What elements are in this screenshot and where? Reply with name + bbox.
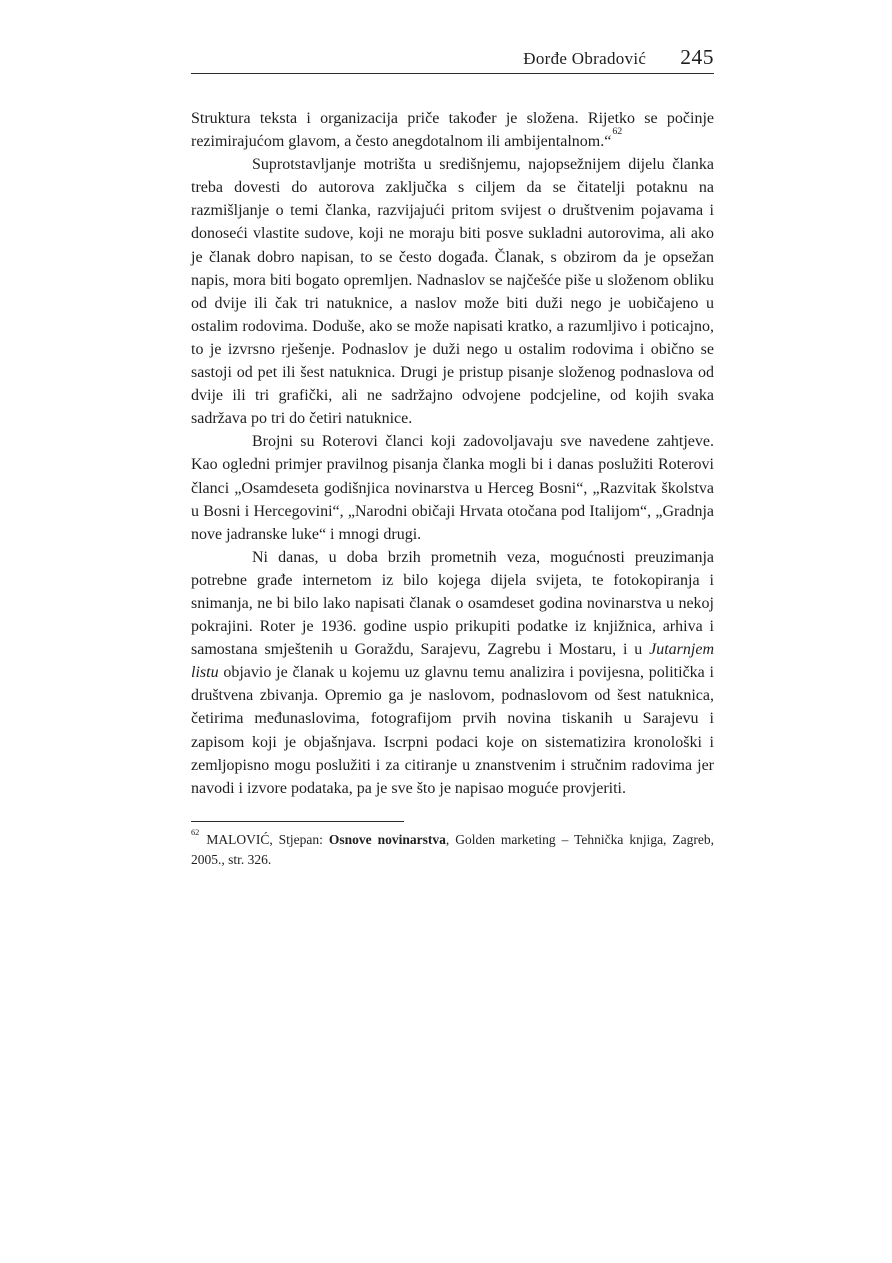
paragraph-suprotstavljanje <box>191 153 714 430</box>
paragraph-text: Brojni su Roterovi članci koji zadovoljavaju sve navedene zahtjeve. Kao ogledni primjer pravilnog pisanja članka mogli bi i danas poslužiti Roterovi članci „Osamdeseta godišnjica novinarstva u Herceg Bosni“, „Razvitak školstva u Bosni i Hercegovini“, „Narodni običaji Hrvata otočana pod Italijom“, „Gradnja nove jadranske luke“ i mnogi drugi. <box>191 433 714 543</box>
running-head-author: Đorđe Obradović <box>523 49 647 68</box>
paragraph-text: Suprotstavljanje motrišta u središnjemu, najopsežnijem dijelu članka treba dovesti do autorova zaključka s ciljem da se čitatelji potaknu na razmišljanje o temi članka, razvijajući pritom svijest o društvenim pojavama i donoseći vlastite sudove, koji ne moraju biti posve sukladni autorovima, ali ako je članak dobro napisan, to se često događa. Članak, s obzirom da je opsežan napis, mora biti bogato opremljen. Nadnaslov se najčešće piše u složenom obliku od dvije ili čak tri natuknice, a naslov može biti duži nego je uobičajeno u ostalim rodovima. Doduše, ako se može napisati kratko, a razumljivo i poticajno, to je izvrsno rješenje. Podnaslov je duži nego u ostalim rodovima i obično se sastoji od pet ili šest natuknica. Drugi je pristup pisanje složenog podnaslova od dvije ili tri grafički, ali ne sadržajno odvojene podcjeline, od kojih svaka sadržava po tri do četiri natuknice. <box>191 156 714 428</box>
footnote-reference: 62 <box>612 126 623 138</box>
footnote-text: MALOVIĆ, Stjepan: <box>200 831 329 847</box>
footnote-text: , Golden marketing – Tehnička knjiga, Zagreb, 2005., str. 326. <box>191 831 714 868</box>
page-header <box>191 45 714 74</box>
paragraph-structure <box>191 107 714 153</box>
footnote-book-title: Osnove novinarstva <box>328 831 446 847</box>
footnote <box>191 827 714 871</box>
paragraph-ni-danas <box>191 546 714 800</box>
page-number: 245 <box>680 45 714 69</box>
footnote-rule <box>191 821 404 822</box>
paragraph-text: objavio je članak u kojemu uz glavnu temu analizira i povijesna, politička i društvena zbivanja. Opremio ga je naslovom, podnaslovom od šest natuknica, četirima međunaslovima, fotografijom prvih novina tiskanih u Sarajevu i zapisom koji je objašnjava. Iscrpni podaci koje on sistematizira kronološki i zemljopisno mogu poslužiti i za citiranje u znanstvenim i stručnim radovima jer navodi i izvore podataka, pa je sve što je napisao moguće provjeriti. <box>191 664 714 797</box>
running-head-row <box>191 45 714 70</box>
footnote-marker: 62 <box>191 827 200 837</box>
journal-title: Jutarnjem listu <box>191 641 714 682</box>
paragraph-text: Struktura teksta i organizacija priče također je složena. Rijetko se počinje rezimirajućom glavom, a često anegdotalnom ili ambijentalnom.“ <box>191 110 714 151</box>
body-text <box>191 107 714 800</box>
paragraph-text: Ni danas, u doba brzih prometnih veza, mogućnosti preuzimanja potrebne građe internetom iz bilo kojega dijela svijeta, te fotokopiranja i snimanja, ne bi bilo lako napisati članak o osamdeset godina novinarstva u nekoj pokrajini. Roter je 1936. godine uspio prikupiti podatke iz knjižnica, arhiva i samostana smještenih u Goraždu, Sarajevu, Zagrebu i Mostaru, i u <box>191 548 714 659</box>
footnote-area <box>191 821 714 871</box>
paragraph-roterovi-clanci <box>191 430 714 545</box>
header-rule <box>191 73 714 74</box>
